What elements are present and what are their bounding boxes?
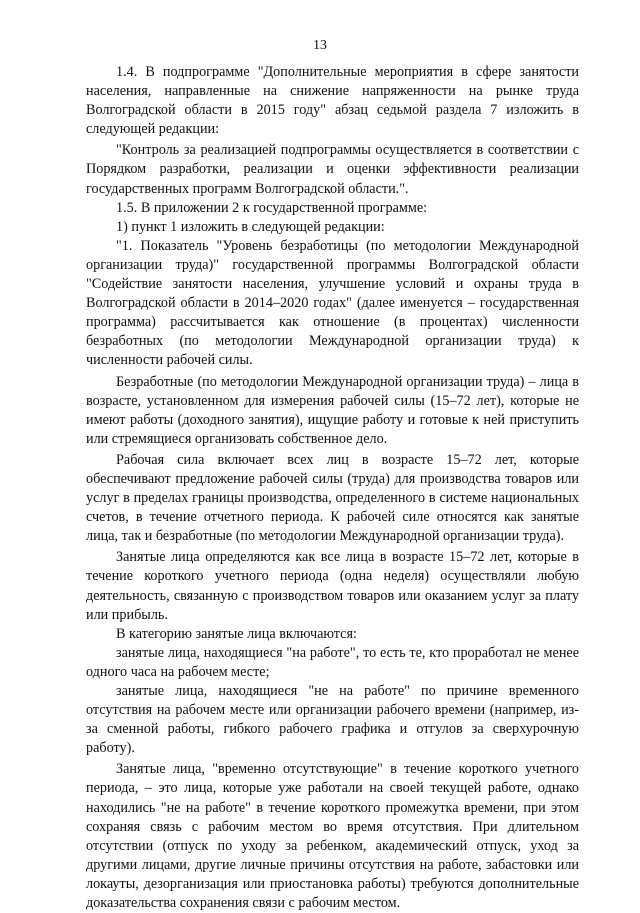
paragraph-at-work: занятые лица, находящиеся "на работе", то есть те, кто проработал не менее одного часа на рабочем месте; <box>86 644 579 680</box>
paragraph-item-1: 1) пункт 1 изложить в следующей редакции: <box>116 218 385 235</box>
paragraph-labor-force: Рабочая сила включает всех лиц в возрасте 15–72 лет, которые обеспечивают предложение рабочей силы (труда) для производства товаров или услуг в пределах границы производства, определенного в системе национальных счетов, в течение отчетного периода. К рабочей силе относятся как занятые лица, так и безработные (по методологии Международной организации труда). <box>86 451 579 545</box>
paragraph-1-5: 1.5. В приложении 2 к государственной программе: <box>116 199 428 216</box>
paragraph-category: В категорию занятые лица включаются: <box>116 625 357 642</box>
paragraph-not-at-work: занятые лица, находящиеся "не на работе" по причине временного отсутствия на рабочем месте или организации рабочего времени (например, из-за сменной работы, гибкого рабочего графика и отгулов за сверхурочную работу). <box>86 683 579 757</box>
paragraph-1-4: 1.4. В подпрограмме "Дополнительные мероприятия в сфере занятости населения, направленные на снижение напряженности на рынке труда Волгоградской области в 2015 году" абзац седьмой раздела 7 изложить в следующей редакции: <box>86 64 579 138</box>
paragraph-indicator: "1. Показатель "Уровень безработицы (по методологии Международной организации труда)" государственной программы Волгоградской области "Содействие занятости населения, улучшение условий и охраны труда в Волгоградской области в 2014–2020 годах" (далее именуется – государственная программа) рассчитывается как отношение (в процентах) численности безработных (по методологии Международной организации труда) к численности рабочей силы. <box>86 237 579 369</box>
paragraph-temporarily-absent: Занятые лица, "временно отсутствующие" в течение короткого учетного периода, – это лица, которые уже работали на своей текущей работе, однако находились "не на работе" в течение короткого промежутка времени, при этом сохраняя связь с рабочим местом во время отсутствия. При длительном отсутствии (отпуск по уходу за ребенком, академический отпуск, уход за другими лицами, другие личные причины отсутствия на работе, забастовки или локауты, дезорганизация или приостановка работы) требуются дополнительные доказательства сохранения связи с рабочим местом. <box>86 761 579 912</box>
document-body <box>86 63 579 913</box>
paragraph-employed: Занятые лица определяются как все лица в возрасте 15–72 лет, которые в течение короткого учетного периода (одна неделя) осуществляли любую деятельность, связанную с производством товаров или оказанием услуг за плату или прибыль. <box>86 549 579 623</box>
page-number: 13 <box>313 38 327 53</box>
paragraph-quote-control: "Контроль за реализацией подпрограммы осуществляется в соответствии с Порядком разработки, реализации и оценки эффективности реализации государственных программ Волгоградской области.". <box>86 142 579 197</box>
paragraph-unemployed: Безработные (по методологии Международной организации труда) – лица в возрасте, установленном для измерения рабочей силы (15–72 лет), которые не имеют работы (доходного занятия), ищущие работу и готовые к ней приступить или стремящиеся организовать собственное дело. <box>86 373 579 447</box>
